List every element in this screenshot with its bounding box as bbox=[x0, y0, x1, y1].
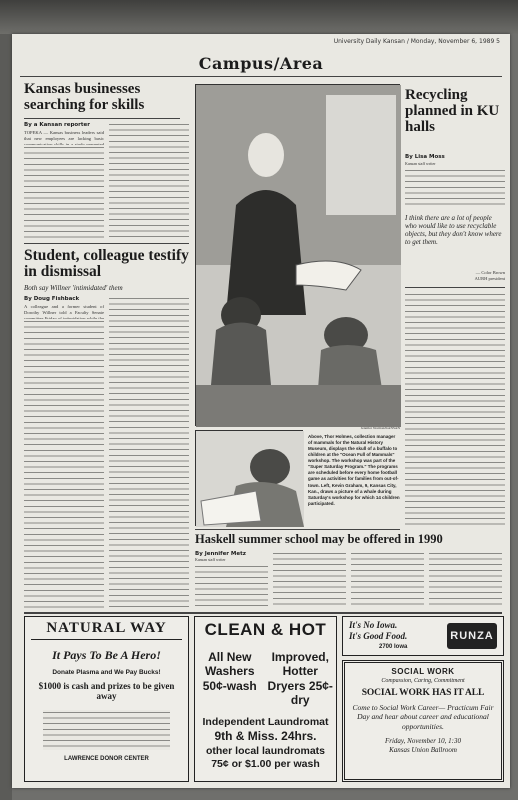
byline-haskell: By Jennifer Metz bbox=[195, 551, 246, 557]
ad-runza-logo: RUNZA bbox=[447, 623, 497, 649]
body-recycling-top bbox=[405, 168, 505, 208]
ad-social-work-body: Come to Social Work Career— Practicum Fair Day and hear about career and educational opportunities. bbox=[352, 703, 494, 731]
ad-natural-way-name: NATURAL WAY bbox=[46, 620, 167, 636]
lead-student-colleague: A colleague and a former student of Dorothy Willner told a Faculty Senate bbox=[24, 304, 104, 316]
photo-inset-illustration bbox=[196, 431, 304, 527]
ad-natural-way-details bbox=[43, 710, 170, 750]
byline-title-recycling: Kansan staff writer bbox=[405, 161, 436, 166]
ad-clean-hot bbox=[194, 616, 337, 782]
ad-runza-line2: It's Good Food. bbox=[349, 631, 408, 641]
body-kansas-businesses-col1 bbox=[24, 145, 104, 238]
body-haskell-col2 bbox=[273, 551, 346, 609]
lead-kansas-businesses: TOPEKA — Kansas business leaders said that new employees are lacking basic bbox=[24, 130, 104, 142]
bottom-rule bbox=[24, 612, 502, 614]
rule-recycling-quote bbox=[405, 287, 505, 288]
ad-clean-hot-footer2: 9th & Miss. 24hrs. bbox=[214, 728, 317, 743]
scan-background-top bbox=[0, 0, 518, 34]
ad-social-work-tagline: Compassion, Caring, Commitment bbox=[381, 678, 465, 684]
photo-caption: Above, Thor Holmes, collection manager of mammals for the Natural History Museum, displays the skull of a buffalo to children at the "Ocean Full of Mammals" workshop. The workshop was part of the "Super Saturday Program." The programs are scheduled before every home football game as activities for families from out-of-town. Left, Kevin Graham, 9, Kansas City, Kan., draws a picture of a whale during Saturday's workshop for which 14 children participated. bbox=[308, 434, 400, 506]
headline-recycling: Recycling planned in KU halls bbox=[405, 87, 500, 135]
ad-runza-address: 2700 Iowa bbox=[379, 644, 408, 650]
top-rule bbox=[20, 76, 502, 77]
ad-natural-way-amount: $1000 is cash and prizes to be given away bbox=[38, 681, 175, 701]
ad-clean-hot-footer4: 75¢ or $1.00 per wash bbox=[211, 757, 320, 770]
ad-social-work bbox=[342, 660, 504, 782]
ad-clean-hot-footer1: Independent Laundromat bbox=[202, 715, 329, 728]
ad-clean-hot-dryers: Improved, Hotter Dryers 25¢-dry bbox=[267, 650, 333, 708]
photo-credit: Jennifer Norman/KANSAN bbox=[360, 426, 400, 430]
subhead-student-colleague: Both say Willner 'intimidated' them bbox=[24, 284, 123, 292]
headline-kansas-businesses: Kansas businesses searching for skills bbox=[24, 81, 145, 113]
body-kansas-businesses-col2 bbox=[109, 122, 189, 238]
headline-haskell: Haskell summer school may be offered in 1990 bbox=[195, 532, 443, 546]
ad-natural-way-body: Donate Plasma and We Pay Bucks! bbox=[52, 669, 161, 676]
body-haskell-col3 bbox=[351, 551, 424, 609]
body-haskell-col1 bbox=[195, 564, 268, 609]
body-haskell-col4 bbox=[429, 551, 502, 609]
section-title: Campus/Area bbox=[198, 54, 324, 73]
ad-natural-way-rule bbox=[31, 639, 182, 640]
photo-child-drawing bbox=[195, 430, 303, 526]
byline-title-haskell: Kansan staff writer bbox=[195, 557, 226, 562]
rule-haskell bbox=[195, 529, 400, 530]
ad-social-work-date: Friday, November 10, 1:30 bbox=[384, 737, 461, 746]
scan-background-left bbox=[0, 34, 12, 800]
ad-natural-way-headline: It Pays To Be A Hero! bbox=[52, 648, 161, 662]
byline-recycling: By Lisa Moss bbox=[405, 154, 445, 160]
newspaper-page bbox=[12, 34, 510, 788]
photo-illustration bbox=[196, 85, 401, 427]
body-recycling-bottom bbox=[405, 292, 505, 528]
photo-museum-workshop bbox=[195, 84, 400, 426]
byline-student-colleague: By Doug Fishback bbox=[24, 296, 80, 302]
headline-student-colleague: Student, colleague testify in dismissal bbox=[24, 247, 189, 281]
ad-social-work-title: SOCIAL WORK bbox=[391, 667, 455, 676]
pull-quote-attribution: — Color Brown AURH president bbox=[474, 270, 505, 282]
ad-runza-line1: It's No Iowa. bbox=[349, 620, 398, 630]
pull-quote-recycling: I think there are a lot of people who would like to use recyclable objects, but they don't know where to get them. bbox=[405, 214, 502, 247]
ad-clean-hot-title: CLEAN & HOT bbox=[204, 620, 327, 639]
running-head: University Daily Kansan / Monday, November 6, 1989 5 bbox=[333, 38, 500, 45]
ad-clean-hot-footer3: other local laundromats bbox=[205, 744, 326, 757]
ad-social-work-place: Kansas Union Ballroom bbox=[389, 746, 457, 755]
ad-clean-hot-washers: All New Washers 50¢-wash bbox=[202, 650, 257, 693]
body-student-colleague-col1 bbox=[24, 319, 104, 609]
ad-runza bbox=[342, 616, 504, 656]
ad-natural-way bbox=[24, 616, 189, 782]
byline-kansas-businesses: By a Kansan reporter bbox=[24, 122, 90, 128]
body-student-colleague-col2 bbox=[109, 296, 189, 609]
ad-social-work-headline: SOCIAL WORK HAS IT ALL bbox=[361, 688, 485, 698]
rule-a2 bbox=[24, 243, 189, 244]
rule-a1 bbox=[24, 118, 180, 119]
ad-natural-way-business: LAWRENCE DONOR CENTER bbox=[64, 755, 149, 762]
